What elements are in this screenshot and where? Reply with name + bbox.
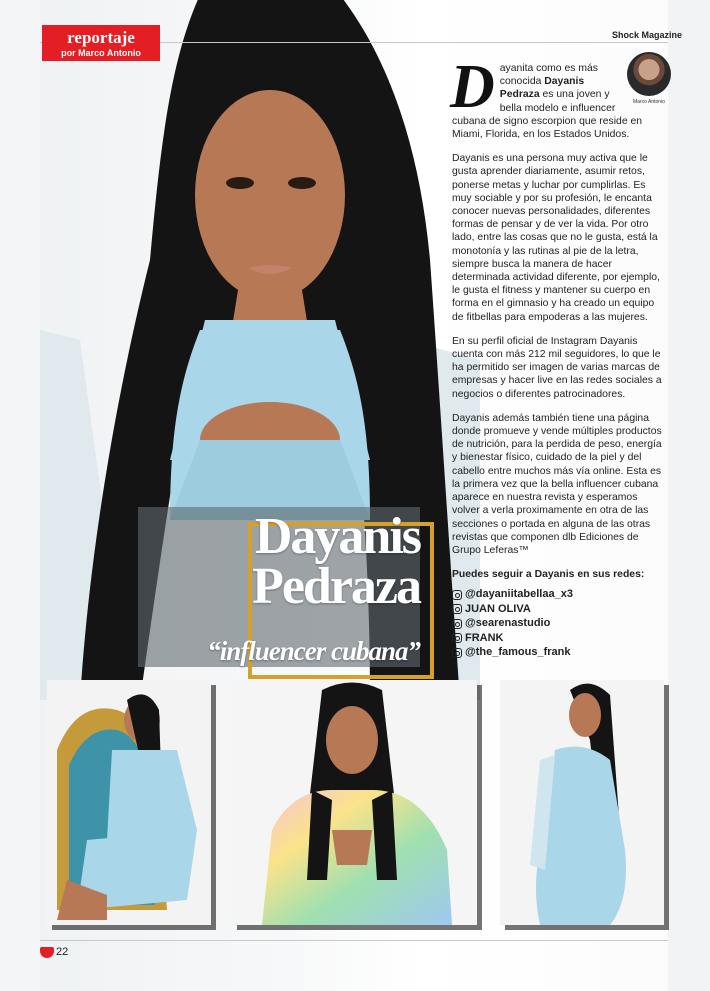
social-handle-1: @dayaniitabellaa_x3 [452, 587, 667, 602]
article-paragraph-2: Dayanis es una persona muy activa que le gusta aprender diariamente, asumir retos, ponerse metas y luchar por cumplirlas. Es muy sociable y por su profesión, le encanta conocer nuevas personalidades, diferentes formas de pensar y de ver la vida. Por otro lado, entre las cosas que no le gusta, está la monotonía y las rutinas al pie de la letra, siempre busca la manera de hacer determinada actividad diferente, por ejemplo, le gusta el fitness y mantener su cuerpo en forma en el gimnasio y ha creado un equipo de fitbellas para empoderas a las mujeres. [452, 153, 660, 323]
page-number [40, 946, 68, 958]
feature-title [150, 508, 420, 615]
article-paragraph-4: Dayanis además también tiene una página donde promueve y vende múltiples productos de nutrición, para la perdida de peso, energía y bienestar físico, cuidado de la piel y del cabello entre muchos más vía online. Esta es la primera vez que la bella influencer cubana aparece en nuestra revista y esperamos volver a verla proximamente en otra de las secciones o portada en alguna de las otras revistas que componen dlb Ediciones de Grupo Leferas™ [452, 412, 662, 556]
title-line-1: Dayanis [254, 508, 420, 565]
gift-icon [452, 633, 462, 643]
title-line-2: Pedraza [252, 558, 420, 615]
instagram-icon [452, 619, 462, 629]
drop-cap: D [450, 53, 495, 121]
author-portrait [625, 52, 673, 109]
photo-armchair [47, 680, 211, 925]
magazine-name: Shock Magazine [612, 30, 683, 40]
page-number-text: 22 [56, 946, 69, 958]
footer-rule [40, 940, 668, 941]
left-margin [0, 0, 40, 991]
feature-subtitle: “influencer cubana” [207, 636, 420, 666]
author-caption: Marco Antonio [633, 99, 665, 105]
instagram-icon [452, 590, 462, 600]
intro-name: Dayanis Pedraza [499, 76, 585, 101]
social-handle-4: FRANK [452, 631, 667, 646]
camera-icon [452, 604, 462, 614]
intro-text-end: es una joven y bella modelo e influencer cubana de signo escorpion que reside en Miami, Florida, en los Estados Unidos. [452, 89, 643, 141]
instagram-icon [452, 648, 462, 658]
social-handle-3: @searenastudio [452, 616, 667, 631]
follow-heading: Puedes seguir a Dayanis en sus redes: [452, 569, 645, 581]
section-tab [42, 25, 160, 61]
intro-text: ayanita como es más conocida [499, 63, 598, 88]
photo-back-pose [500, 680, 664, 925]
social-handle-5: @the_famous_frank [452, 645, 667, 660]
social-handle-2: JUAN OLIVA [452, 602, 667, 617]
right-margin [668, 0, 710, 991]
author-photo [627, 52, 671, 96]
byline: por Marco Antonio [61, 48, 141, 58]
magazine-logo-icon [40, 947, 54, 958]
photo-rainbow-dress [232, 680, 477, 925]
section-label: reportaje [67, 28, 135, 47]
article-paragraph-3: En su perfil oficial de Instagram Dayanis cuenta con más 212 mil seguidores, lo que le ha permitido ser imagen de varias marcas de empresas y hacer live en las redes sociales a negocios o diferentes patrocinadores. [452, 335, 662, 400]
article-column [450, 53, 667, 660]
